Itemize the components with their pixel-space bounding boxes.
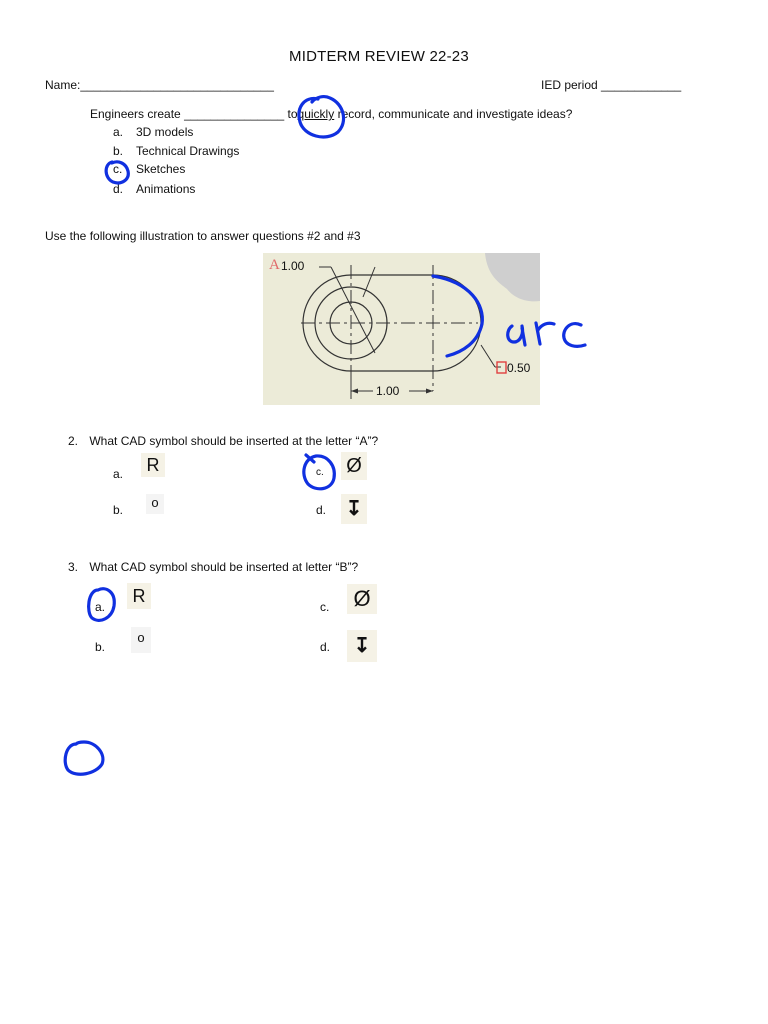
name-field [45,78,274,92]
option-text: Sketches [136,162,186,176]
q1-text [90,107,572,121]
option-text: 3D models [136,125,194,139]
option-letter: b. [113,144,124,158]
option-text: Technical Drawings [136,144,240,158]
option-text: Animations [136,182,196,196]
q1-option-d [113,182,196,196]
option-letter: a. [113,125,124,139]
arc-letter-c [564,324,585,347]
q2-number: 2. [68,434,79,448]
dim-bottom-label: 1.00 [376,384,400,398]
arrow-right [426,389,433,394]
period-blank: ____________ [601,78,682,92]
illustration-intro: Use the following illustration to answer questions #2 and #3 [45,229,361,243]
q3-number: 3. [68,560,79,574]
q1-to: to [287,107,298,121]
q3-question: What CAD symbol should be inserted at letter “B”? [89,560,359,574]
q3-option-c-letter: c. [320,600,330,614]
q1-option-c [113,162,186,176]
dim-a-label: 1.00 [281,259,305,273]
q2-option-a-letter: a. [113,467,124,481]
period-field [541,78,681,92]
q2-option-b-letter: b. [113,503,124,517]
name-label: Name: [45,78,81,92]
q1-quickly: quickly [297,107,335,121]
option-letter: c. [113,162,123,176]
q3-symbol-r: R [127,583,151,609]
q1-option-b [113,144,240,158]
q3-symbol-depth: ↧ [347,630,377,662]
q2-symbol-depth: ↧ [341,494,367,524]
q3-symbol-o: o [131,627,151,653]
q1-prefix: Engineers create [90,107,181,121]
q1-option-a [113,125,194,139]
leader-b [481,345,495,367]
q1-rest: record, communicate and investigate ideas? [337,107,573,121]
cad-illustration [263,253,540,405]
grey-blob [485,253,540,301]
letter-a-marker: A [269,257,280,273]
q2-symbol-r: R [141,453,165,477]
q3-option-b-letter: b. [95,640,106,654]
q3-symbol-diameter: Ø [347,584,377,614]
q2-text [68,434,378,448]
dim-b-label: 0.50 [507,361,531,375]
q2-option-d-letter: d. [316,503,327,517]
q2-option-c-letter: c. [316,467,324,478]
q3-option-a-letter: a. [95,600,106,614]
q2-question: What CAD symbol should be inserted at the letter “A”? [89,434,379,448]
page-title: MIDTERM REVIEW 22-23 [289,48,469,65]
name-blank: _____________________________ [80,78,274,92]
q3-text [68,560,358,574]
leader-diameter [331,267,375,353]
q3-option-d-letter: d. [320,640,331,654]
q1-blank: _______________ [184,107,285,121]
period-label: IED period [541,78,598,92]
stray-circle [65,742,103,774]
cad-drawing [263,253,540,405]
option-letter: d. [113,182,124,196]
q2-symbol-diameter: Ø [341,452,367,480]
arrow-left [351,389,358,394]
q2-symbol-o: o [146,494,164,514]
